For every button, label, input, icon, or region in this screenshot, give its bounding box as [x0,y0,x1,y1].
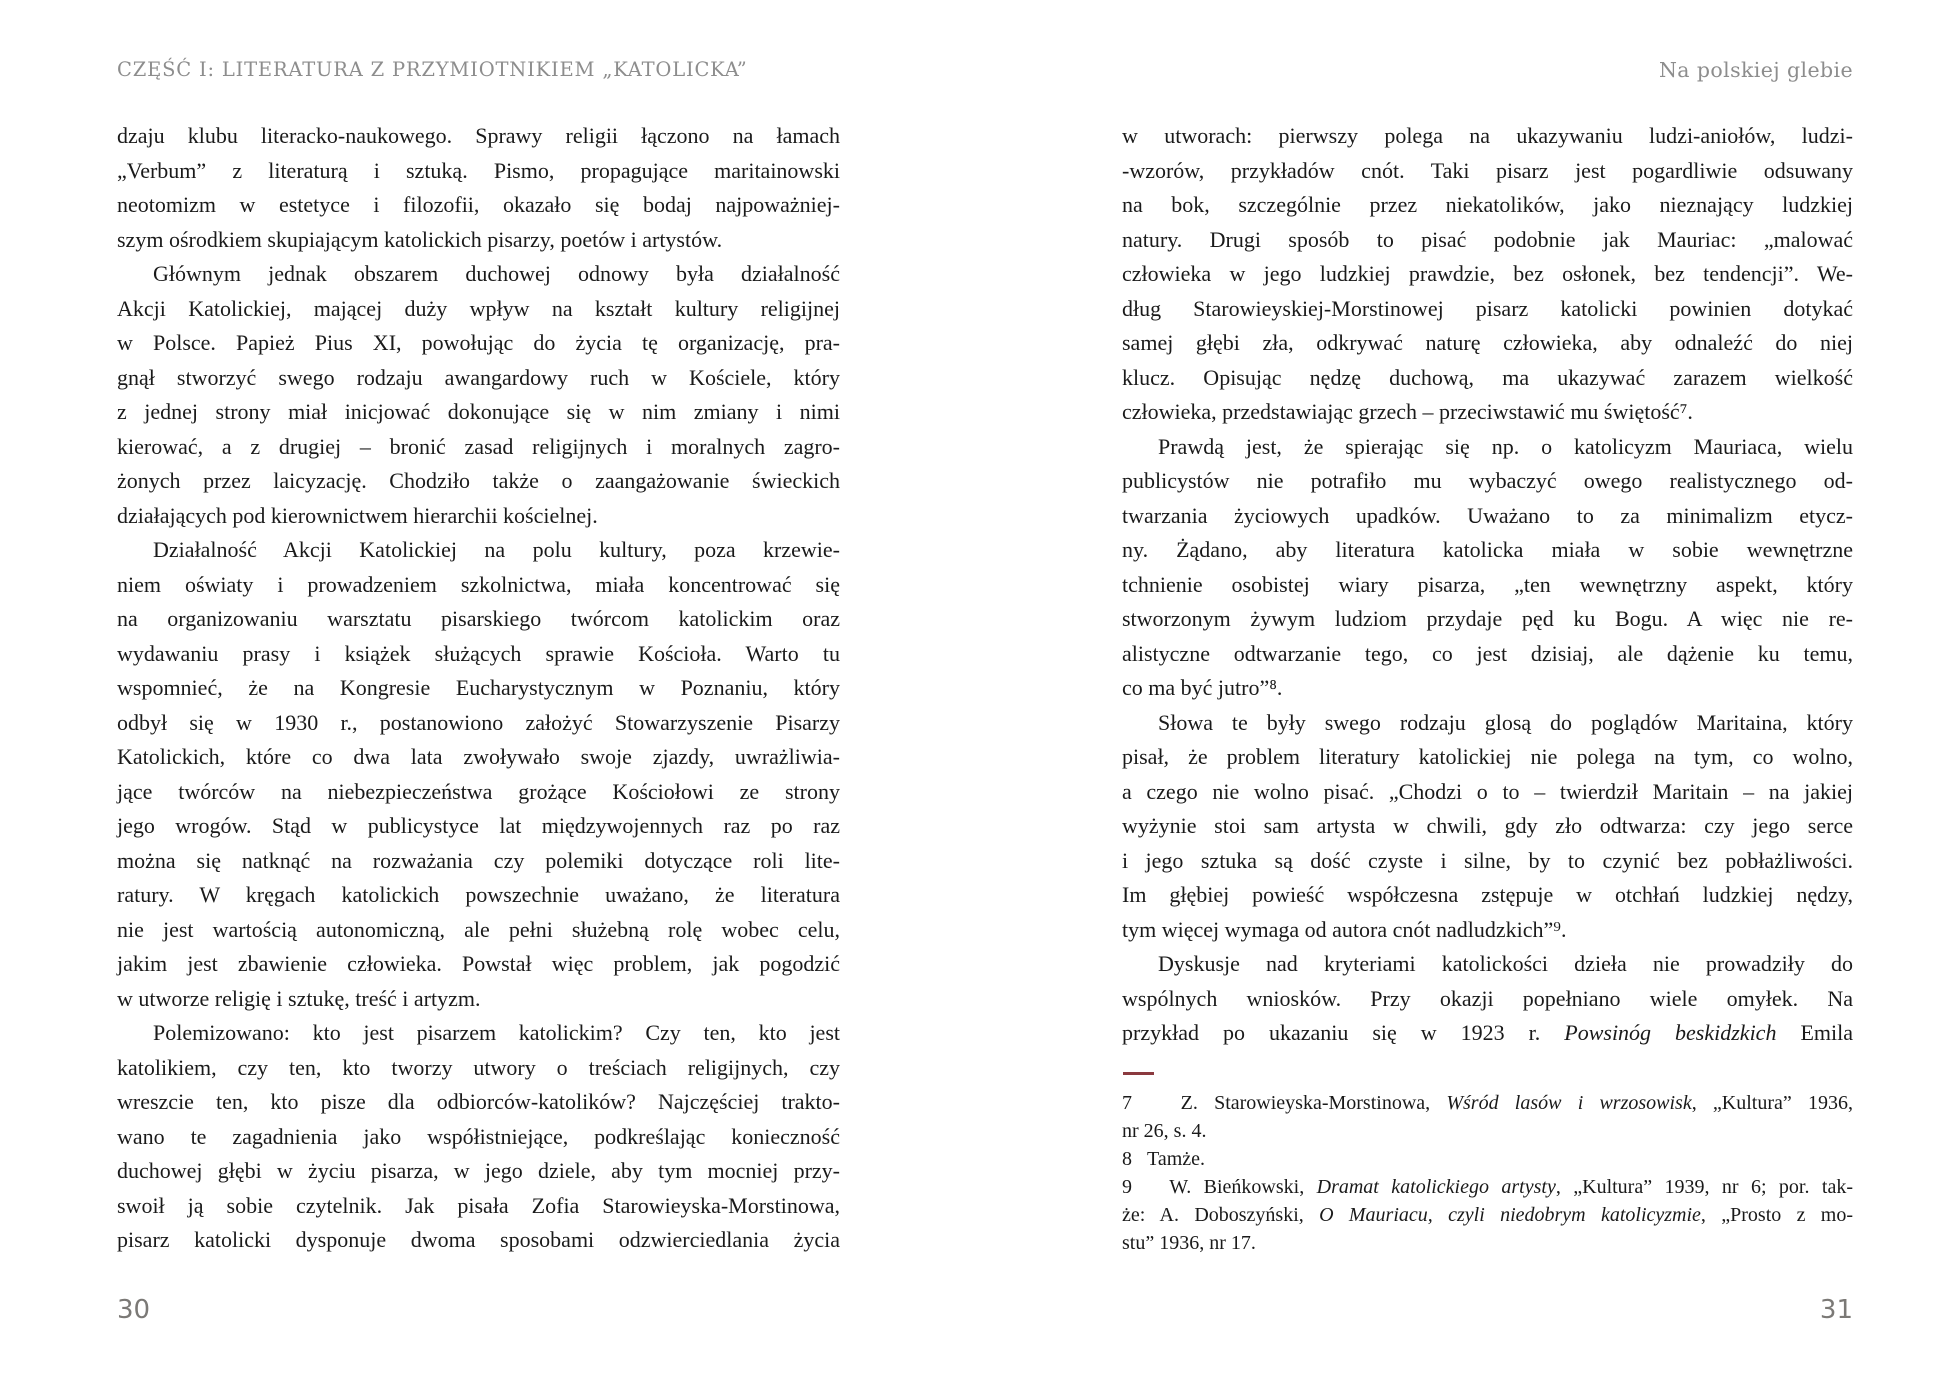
text-line: można się natknąć na rozważania czy polemiki dotyczące roli lite- [117,847,840,873]
text-line: wspomnieć, że na Kongresie Eucharystycznym w Poznaniu, który [117,675,840,700]
text-line: wydawaniu prasy i książek służących sprawie Kościoła. Warto tu [117,640,840,666]
text-line: odbył się w 1930 r., postanowiono założyć Stowarzyszenie Pisarzy [117,709,840,735]
body-text-column-left [117,119,840,1258]
paragraph [117,257,840,533]
text-line: w Polsce. Papież Pius XI, powołując do życia tę organizację, pra- [117,330,840,355]
text-line: wyżynie stoi sam artysta w chwili, gdy zło odtwarza: czy jego serce [1122,813,1853,838]
text-line: wreszcie ten, kto pisze dla odbiorców-katolików? Najczęściej trakto- [117,1089,840,1114]
text-line: a czego nie wolno pisać. „Chodzi o to – twierdził Maritain – na jakiej [1122,778,1853,804]
text-line: katolikiem, czy ten, kto tworzy utwory o treściach religijnych, czy [117,1054,840,1080]
footnote-divider [1123,1072,1154,1075]
text-line: -wzorów, przykładów cnót. Taki pisarz jest pogardliwie odsuwany [1122,157,1853,183]
text-line: pisarz katolicki dysponuje dwoma sposobami odzwierciedlania życia [117,1227,840,1252]
text-line: swoił ją sobie czytelnik. Jak pisała Zofia Starowieyska-Morstinowa, [117,1192,840,1218]
text-line: samej głębi zła, odkrywać naturę człowieka, aby odnaleźć do niej [1122,330,1853,355]
paragraph [1122,119,1853,430]
text-line: tchnienie osobistej wiary pisarza, „ten wewnętrzny aspekt, który [1122,571,1853,597]
text-line: gnął stworzyć swego rodzaju awangardowy ruch w Kościele, który [117,364,840,390]
footnote-line: nr 26, s. 4. [1122,1120,1207,1142]
body-text-column-right [1122,119,1853,1051]
footnote-list [1122,1089,1853,1257]
text-line: Im głębiej powieść współczesna zstępuje w otchłań ludzkiej nędzy, [1122,882,1853,907]
paragraph [117,533,840,1016]
running-header-right: Na polskiej glebie [1658,58,1853,82]
text-line: publicystów nie potrafiło mu wybaczyć owego realistycznego od- [1122,468,1853,493]
text-line: ratury. W kręgach katolickich powszechnie uważano, że literatura [117,882,840,907]
text-line: i jego sztuka są dość czyste i silne, by to czynić bez pobłażliwości. [1122,847,1853,873]
text-line: co ma być jutro”⁸. [1122,675,1283,700]
page-number-left: 30 [117,1295,151,1325]
text-line: wspólnych wniosków. Przy okazji popełniano wiele omyłek. Na [1122,985,1853,1011]
text-line: Katolickich, które co dwa lata zwoływało swoje zjazdy, uwrażliwia- [117,744,840,769]
text-line: żonych przez laicyzację. Chodziło także o zaangażowanie świeckich [117,468,840,493]
text-line: działających pod kierownictwem hierarchii kościelnej. [117,502,598,528]
footnote [1122,1145,1853,1173]
text-line: tym więcej wymaga od autora cnót nadludzkich”⁹. [1122,916,1567,942]
text-line: Działalność Akcji Katolickiej na polu kultury, poza krzewie- [153,537,840,562]
page-left [117,0,840,1388]
text-line: Prawdą jest, że spierając się np. o katolicyzm Mauriaca, wielu [1158,433,1853,459]
paragraph [117,1016,840,1258]
footnote [1122,1089,1853,1145]
text-line: klucz. Opisując nędzę duchową, ma ukazywać zarazem wielkość [1122,364,1853,390]
text-line: jego wrogów. Stąd w publicystyce lat międzywojennych raz po raz [117,813,840,838]
running-header-left: CZĘŚĆ I: LITERATURA Z PRZYMIOTNIKIEM „KATOLICKA” [117,58,748,81]
text-line: duchowej głębi w życiu pisarza, w jego dziele, aby tym mocniej przy- [117,1158,840,1183]
text-line: nie jest wartością autonomiczną, ale pełni służebną rolę wobec celu, [117,916,840,942]
footnote-line: 7 Z. Starowieyska-Morstinowa, Wśród lasów i wrzosowisk, „Kultura” 1936, [1122,1092,1853,1114]
footnote [1122,1173,1853,1257]
text-line: człowieka, przedstawiając grzech – przeciwstawić mu świętość⁷. [1122,399,1693,424]
text-line: Głównym jednak obszarem duchowej odnowy była działalność [153,261,840,286]
text-line: na organizowaniu warsztatu pisarskiego twórcom katolickim oraz [117,606,840,631]
text-line: jakim jest zbawienie człowieka. Powstał więc problem, jak pogodzić [117,951,840,976]
page-right [1122,0,1853,1388]
text-line: Akcji Katolickiej, mającej duży wpływ na kształt kultury religijnej [117,295,840,321]
text-line: pisał, że problem literatury katolickiej nie polega na tym, co wolno, [1122,744,1853,769]
text-line: dług Starowieyskiej-Morstinowej pisarz katolicki powinien dotykać [1122,295,1853,321]
text-line: niem oświaty i prowadzeniem szkolnictwa, miała koncentrować się [117,571,840,597]
footnotes-section [1122,1072,1853,1257]
paragraph [117,119,840,257]
text-line: wano te zagadnienia jako współistniejące, podkreślając konieczność [117,1123,840,1149]
text-line: dzaju klubu literacko-naukowego. Sprawy religii łączono na łamach [117,123,840,148]
text-line: stworzonym żywym ludziom przydaje pęd ku Bogu. A więc nie re- [1122,606,1853,631]
paragraph [1122,706,1853,948]
footnote-line: 9 W. Bieńkowski, Dramat katolickiego artysty, „Kultura” 1939, nr 6; por. tak- [1122,1176,1853,1198]
text-line: Dyskusje nad kryteriami katolickości dzieła nie prowadziły do [1158,951,1853,976]
text-line: Słowa te były swego rodzaju glosą do poglądów Maritaina, który [1158,709,1853,735]
text-line: neotomizm w estetyce i filozofii, okazało się bodaj najpoważniej- [117,192,840,217]
text-line: natury. Drugi sposób to pisać podobnie jak Mauriac: „malować [1122,226,1853,252]
text-line: ny. Żądano, aby literatura katolicka miała w sobie wewnętrzne [1122,537,1853,562]
footnote-line: stu” 1936, nr 17. [1122,1232,1256,1254]
text-line: z jednej strony miał inicjować dokonujące się w nim zmiany i nimi [117,399,840,424]
text-line: w utworach: pierwszy polega na ukazywaniu ludzi-aniołów, ludzi- [1122,123,1853,148]
text-line: człowieka w jego ludzkiej prawdzie, bez osłonek, bez tendencji”. We- [1122,261,1853,286]
footnote-line: 8 Tamże. [1122,1148,1206,1170]
paragraph [1122,947,1853,1051]
text-line: kierować, a z drugiej – bronić zasad religijnych i moralnych zagro- [117,433,840,459]
text-line: Polemizowano: kto jest pisarzem katolickim? Czy ten, kto jest [153,1020,840,1045]
text-line: twarzania życiowych upadków. Uważano to za minimalizm etycz- [1122,502,1853,528]
text-line: alistyczne odtwarzanie tego, co jest dzisiaj, ale dążenie ku temu, [1122,640,1853,666]
text-line: na bok, szczególnie przez niekatolików, jako nieznający ludzkiej [1122,192,1853,217]
text-line: szym ośrodkiem skupiającym katolickich pisarzy, poetów i artystów. [117,226,723,252]
footnote-line: że: A. Doboszyński, O Mauriacu, czyli niedobrym katolicyzmie, „Prosto z mo- [1122,1204,1854,1226]
text-line: jące twórców na niebezpieczeństwa grożące Kościołowi ze strony [117,778,840,804]
text-line: przykład po ukazaniu się w 1923 r. Powsinóg beskidzkich Emila [1122,1020,1853,1045]
page-number-right: 31 [1819,1295,1853,1325]
text-line: „Verbum” z literaturą i sztuką. Pismo, propagujące maritainowski [117,157,840,183]
text-line: w utworze religię i sztukę, treść i artyzm. [117,985,481,1011]
paragraph [1122,430,1853,706]
